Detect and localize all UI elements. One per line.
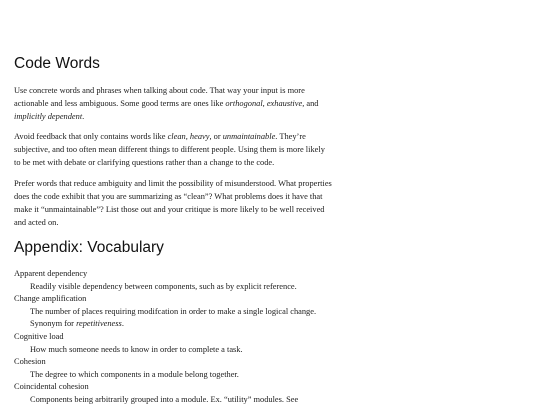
vocab-term: Cohesion [14,357,46,367]
emphasis-unmaintainable: unmaintainable [222,132,276,141]
emphasis-repetitiveness: repetitiveness [76,319,122,329]
paragraph-text: . [82,112,85,121]
emphasis-implicitly-dependent: implicitly dependent [14,112,83,121]
vocab-term: Apparent dependency [14,269,88,278]
paragraph-avoid-feedback [14,130,332,169]
section-heading-code-words: Code Words [14,55,100,72]
emphasis-exhaustive: exhaustive [266,99,303,108]
vocabulary-list [14,268,336,407]
paragraph-text: , or [209,132,223,141]
vocab-term: Cognitive load [14,331,64,341]
vocab-term: Coincidental cohesion [14,382,89,392]
emphasis-orthogonal: orthogonal [225,99,263,108]
definition-text: . [121,319,124,329]
vocab-definition [30,306,330,331]
paragraph-concrete-words [14,84,332,123]
vocab-definition: Components being arbitrarily grouped into a module. Ex. “utility” modules. See [30,394,299,404]
paragraph-text: Avoid feedback that only contains words like [14,132,168,141]
vocab-term: Change amplification [14,294,87,304]
emphasis-clean: clean [167,132,186,141]
vocab-definition: How much someone needs to know in order to complete a task. [30,344,243,354]
paragraph-text: Use concrete words and phrases when talking about code. That way your input is more actionable and less ambiguous. Some good terms are ones like [14,86,305,108]
paragraph-text: , [262,99,267,108]
section-heading-appendix-vocabulary: Appendix: Vocabulary [14,239,164,256]
definition-text: The number of places requiring modifcation in order to make a single logical change. Synonym for [30,306,317,329]
paragraph-text: . They’re subjective, and too often mean different things to different people. Using them is more likely to be met with debate or clarifying questions rather than a change to the code. [14,132,325,167]
paragraph-text: , [185,132,190,141]
paragraph-prefer-words: Prefer words that reduce ambiguity and limit the possibility of misunderstood. What properties does the code exhibit that you are summarizing as “clean”? What problems does it have that make it “unmaintainable”? List those out and your critique is more likely to be well received and acted on. [14,179,332,227]
paragraph-text: , and [302,99,319,108]
emphasis-heavy: heavy [189,132,210,141]
vocab-definition: The degree to which components in a module belong together. [30,369,239,379]
vocab-definition: Readily visible dependency between components, such as by explicit reference. [30,281,297,291]
